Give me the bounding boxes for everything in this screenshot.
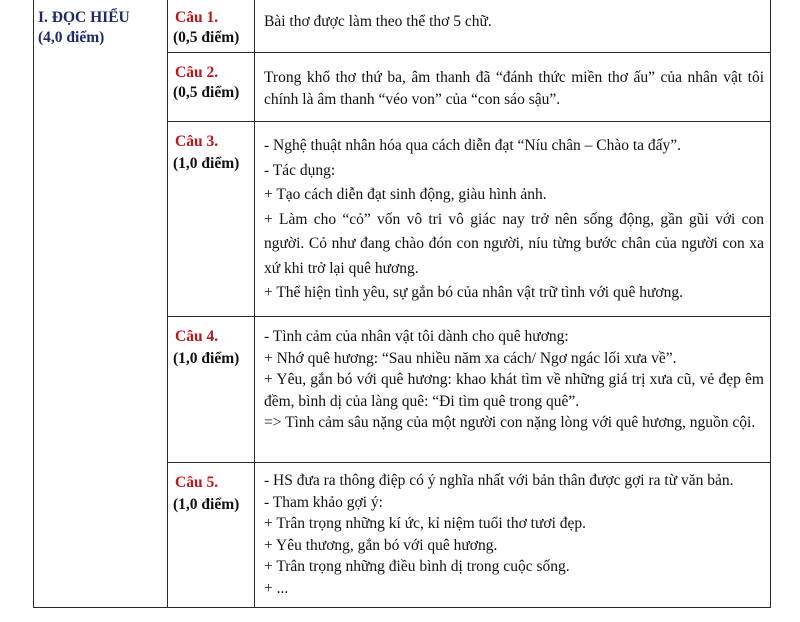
answer-line: - Tình cảm của nhân vật tôi dành cho quê hương: xyxy=(264,328,569,345)
question-label: Câu 5. xyxy=(175,474,219,491)
row-divider xyxy=(167,52,771,53)
question-points: (1,0 điểm) xyxy=(173,350,240,367)
answer-line: - Tham khảo gợi ý: xyxy=(264,493,383,511)
row-divider xyxy=(167,121,771,122)
row-divider xyxy=(167,316,771,317)
answer-line: + Tạo cách diễn đạt sinh động, giàu hình ảnh. xyxy=(264,186,547,203)
question-points: (0,5 điểm) xyxy=(173,84,240,101)
question-label-cell xyxy=(173,63,253,103)
question-label-cell xyxy=(173,131,253,175)
table-border-right xyxy=(770,0,771,608)
section-points: (4,0 điểm) xyxy=(38,29,105,46)
answer-cell xyxy=(264,67,764,111)
answer-line: Bài thơ được làm theo thể thơ 5 chữ. xyxy=(264,13,492,30)
table-border-left xyxy=(33,0,34,608)
question-points: (0,5 điểm) xyxy=(173,29,240,46)
answer-line: + Yêu, gắn bó với quê hương: khao khát tìm về những giá trị xưa cũ, vẻ đẹp êm đềm, bình dị của làng quê: “Đi tìm quê trong quê”. xyxy=(264,371,764,410)
answer-line: => Tình cảm sâu nặng của một người con nặng lòng với quê hương, nguồn cội. xyxy=(264,414,756,431)
question-label: Câu 3. xyxy=(175,133,219,150)
answer-line: + Yêu thương, gắn bó với quê hương. xyxy=(264,536,498,554)
row-divider xyxy=(167,462,771,463)
question-label: Câu 4. xyxy=(175,328,219,345)
answer-line: - HS đưa ra thông điệp có ý nghĩa nhất với bản thân được gợi ra từ văn bản. xyxy=(264,472,734,489)
answer-cell xyxy=(264,134,764,306)
answer-line: + Làm cho “cỏ” vốn vô tri vô giác nay trở nên sống động, gần gũi với con người. Cỏ như đang chào đón con người, níu từng bước chân của người con xa xứ khi trở lại quê hương. xyxy=(264,210,764,277)
question-label-cell xyxy=(173,8,253,48)
answer-line: + Thể hiện tình yêu, sự gắn bó của nhân vật trữ tình với quê hương. xyxy=(264,284,683,301)
answer-line: + Trân trọng những kí ức, kỉ niệm tuổi thơ tươi đẹp. xyxy=(264,515,587,532)
answer-line: + Nhớ quê hương: “Sau nhiều năm xa cách/ Ngơ ngác lối xưa về”. xyxy=(264,349,677,367)
column-divider-2 xyxy=(254,0,255,608)
column-divider-1 xyxy=(167,0,168,608)
answer-line: Trong khổ thơ thứ ba, âm thanh đã “đánh thức miền thơ ấu” của nhân vật tôi chính là âm thanh “véo von” của “con sáo sậu”. xyxy=(264,69,764,108)
section-cell xyxy=(38,8,164,48)
answer-line: + Trân trọng những điều bình dị trong cuộc sống. xyxy=(264,558,570,575)
section-title: I. ĐỌC HIỂU xyxy=(38,9,130,26)
answer-cell xyxy=(264,326,764,434)
question-label-cell xyxy=(173,326,253,370)
table-border-bottom xyxy=(33,607,771,608)
answer-cell xyxy=(264,470,764,599)
answer-line: - Tác dụng: xyxy=(264,161,336,179)
answer-line: + ... xyxy=(264,579,289,597)
question-label: Câu 2. xyxy=(175,64,219,81)
question-points: (1,0 điểm) xyxy=(173,155,240,172)
question-label: Câu 1. xyxy=(175,9,219,26)
answer-cell xyxy=(264,12,764,32)
answer-line: - Nghệ thuật nhân hóa qua cách diễn đạt “Níu chân – Chào ta đấy”. xyxy=(264,137,682,154)
question-points: (1,0 điểm) xyxy=(173,496,240,513)
question-label-cell xyxy=(173,472,253,516)
